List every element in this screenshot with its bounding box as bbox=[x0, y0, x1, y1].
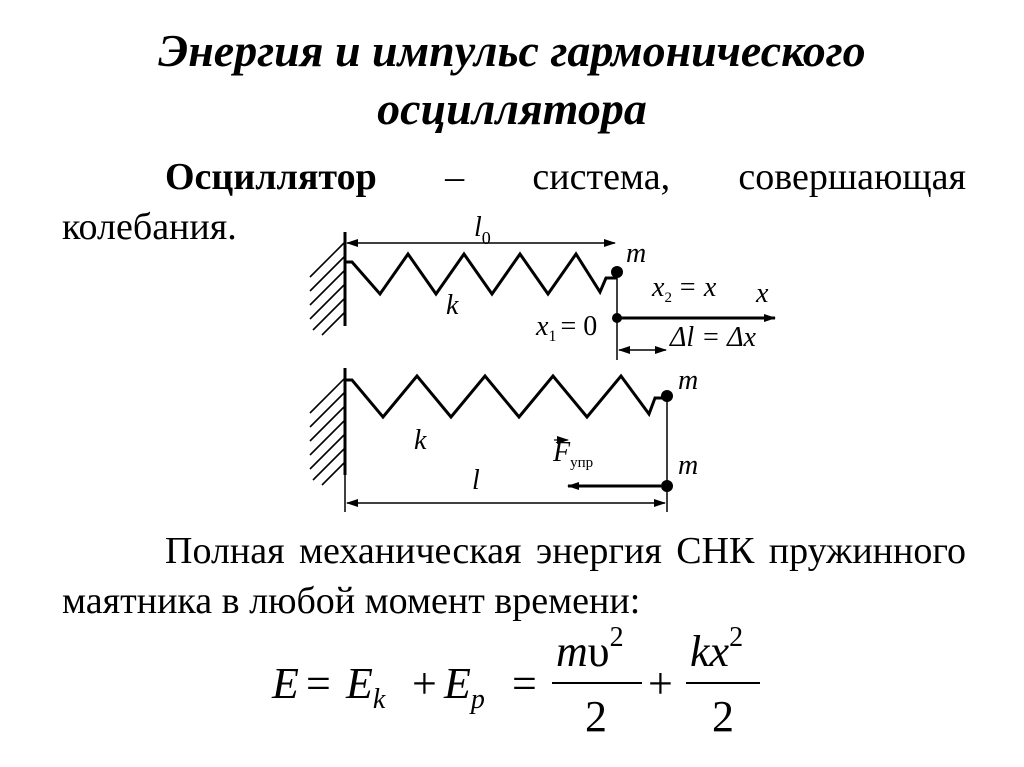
fraction-potential bbox=[686, 622, 760, 741]
title-line-1: Энергия и импульс гармонического bbox=[158, 25, 866, 76]
energy-statement-text: Полная механическая энергия СНК пружинного маятника в любой момент времени: bbox=[62, 530, 966, 622]
x1-label: $x_1 = 0$ bbox=[536, 311, 598, 345]
formula-Ep: $E_p$ bbox=[444, 659, 485, 715]
l-label: l bbox=[472, 465, 480, 496]
force-label: $F_{упр}$ bbox=[553, 437, 594, 471]
x2-label: $x_2 = x$ bbox=[652, 272, 717, 306]
oscillator-definition-text: – система, совершающая колебания. bbox=[62, 156, 966, 248]
fraction-potential-numerator: $kx^2$ bbox=[690, 622, 744, 676]
l0-label: $l_0$ bbox=[474, 212, 491, 248]
title-line-2: осциллятора bbox=[377, 83, 647, 134]
spring-stretched-k-label: k bbox=[414, 425, 427, 456]
mass-upper-label: m bbox=[626, 238, 647, 269]
formula-equals-1: = bbox=[306, 659, 331, 708]
oscillator-term: Осциллятор bbox=[165, 156, 377, 198]
fraction-potential-denominator: 2 bbox=[712, 692, 734, 741]
formula-E: E bbox=[272, 659, 299, 708]
formula-plus-2: + bbox=[648, 659, 673, 708]
formula-plus-1: + bbox=[412, 659, 437, 708]
fraction-kinetic-denominator: 2 bbox=[585, 692, 607, 741]
formula-Ek: $E_k$ bbox=[346, 659, 386, 715]
delta-l-label: Δl = Δx bbox=[670, 322, 756, 353]
fraction-kinetic-numerator: $m\upsilon^2$ bbox=[556, 622, 624, 676]
x-axis-label: x bbox=[756, 278, 769, 309]
mass-lower-label: m bbox=[678, 450, 699, 481]
mass-middle-label: m bbox=[678, 365, 699, 396]
formula-equals-2: = bbox=[512, 659, 537, 708]
fraction-kinetic bbox=[552, 622, 642, 741]
spring-relaxed-k-label: k bbox=[446, 290, 459, 321]
